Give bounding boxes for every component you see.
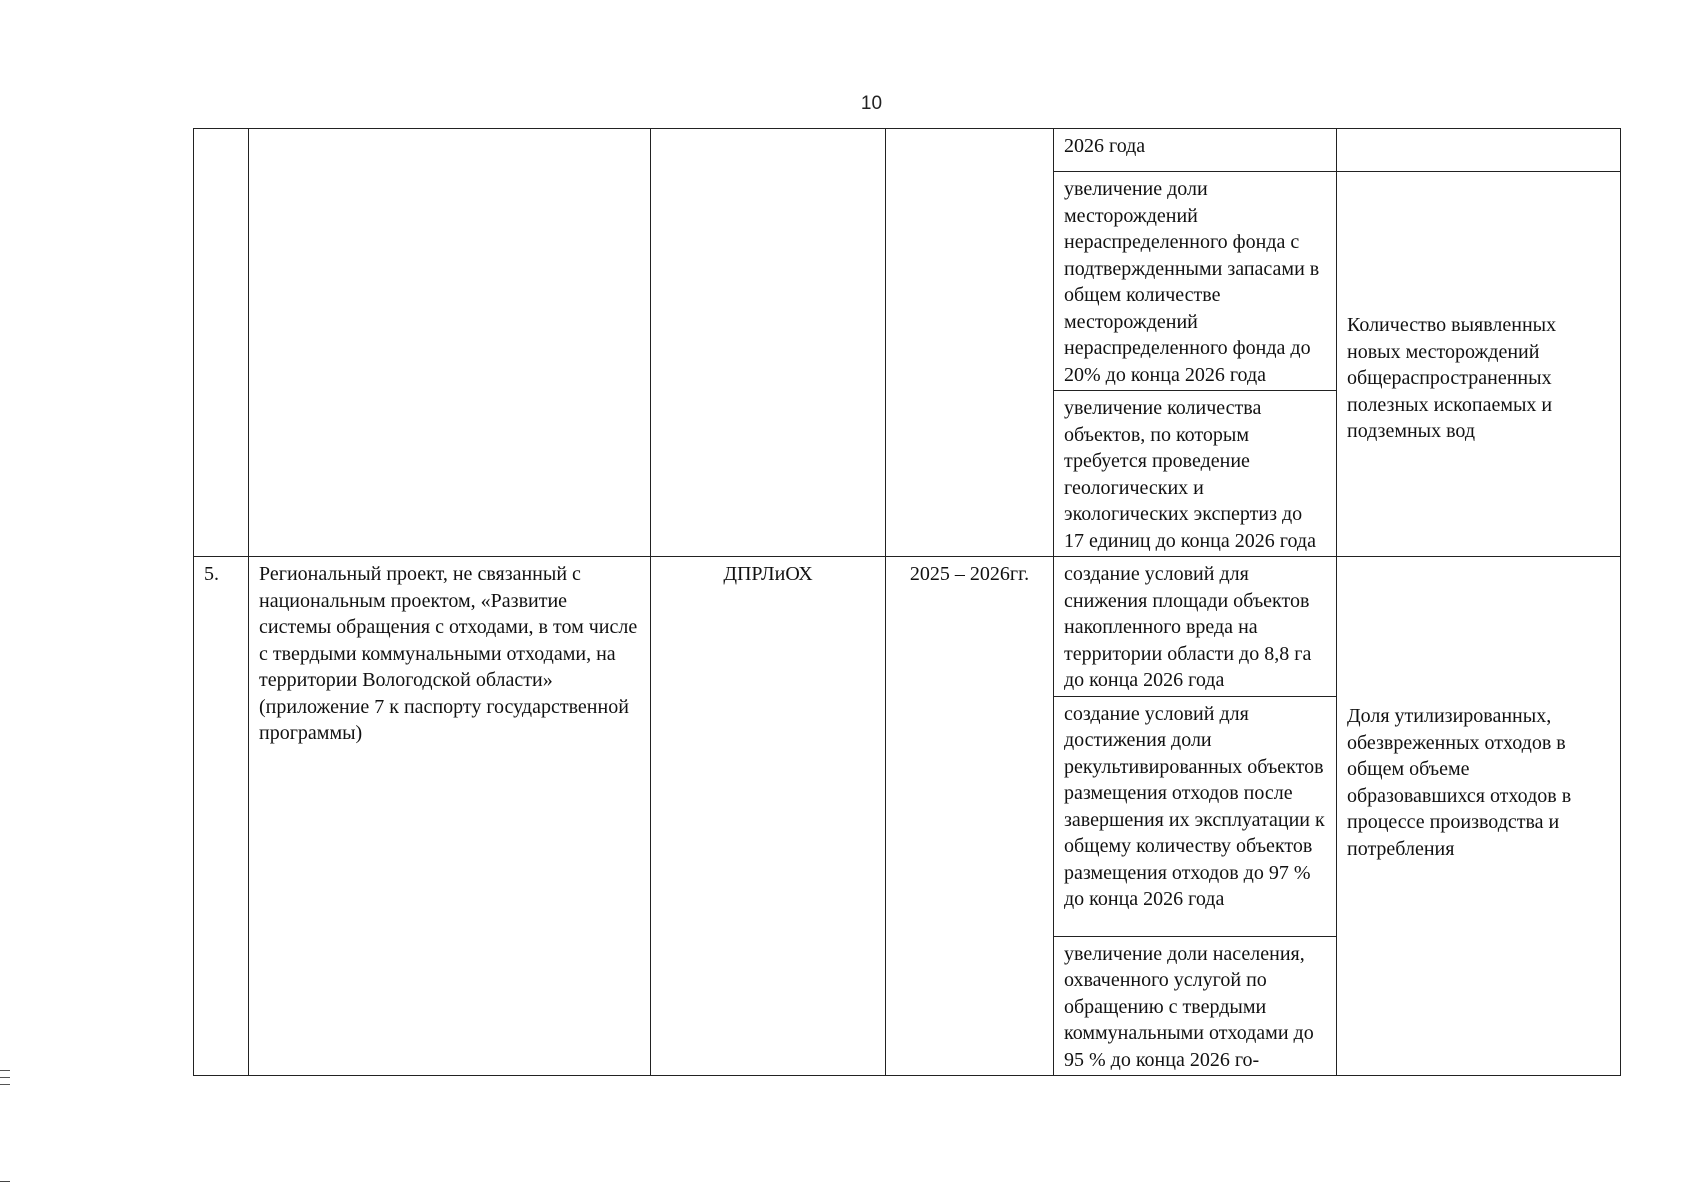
cell-indicator: Доля утилизированных, обезвреженных отходов в общем объеме образовавшихся отходов в процессе производства и потребления [1337,557,1621,1076]
cell-indicator: Количество выявленных новых месторождений общераспространенных полезных ископаемых и подземных вод [1337,172,1621,557]
program-table [193,128,1621,1076]
table-row [194,557,1621,697]
cell-result: увеличение доли населения, охваченного услугой по обращению с твердыми коммунальными отходами до 95 % до конца 2026 го- [1054,936,1337,1076]
cell-description [249,129,651,557]
cell-result: увеличение количества объектов, по которым требуется проведение геологических и экологических экспертиз до 17 единиц до конца 2026 года [1054,391,1337,557]
cell-executor [651,129,886,557]
cell-result: создание условий для достижения доли рекультивированных объектов размещения отходов после завершения их эксплуатации к общему количеству объектов размещения отходов до 97 % до конца 2026 года [1054,696,1337,936]
edge-mark [0,1181,10,1182]
cell-indicator [1337,129,1621,172]
cell-result: увеличение доли месторождений нераспределенного фонда с подтвержденными запасами в общем количестве месторождений нераспределенного фонда до 20% до конца 2026 года [1054,172,1337,391]
cell-num: 5. [194,557,249,1076]
cell-term: 2025 – 2026гг. [886,557,1054,1076]
table-row [194,129,1621,172]
margin-marks [0,1070,12,1130]
cell-result: создание условий для снижения площади объектов накопленного вреда на территории области до 8,8 га до конца 2026 года [1054,557,1337,697]
cell-description: Региональный проект, не связанный с национальным проектом, «Развитие системы обращения с отходами, в том числе с твердыми коммунальными отходами, на территории Вологодской области» (приложение 7 к паспорту государственной программы) [249,557,651,1076]
cell-result: 2026 года [1054,129,1337,172]
cell-term [886,129,1054,557]
cell-executor: ДПРЛиОХ [651,557,886,1076]
page-number: 10 [860,93,883,114]
cell-num [194,129,249,557]
